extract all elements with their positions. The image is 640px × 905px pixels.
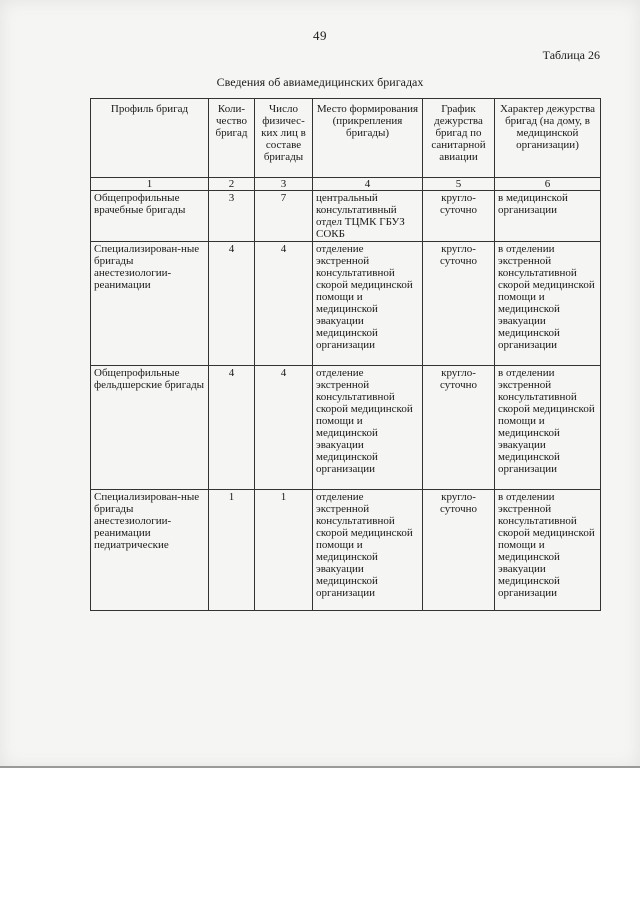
brigades-table [90,98,601,611]
header-persons: Число физичес-ких лиц в составе бригады [255,99,313,178]
header-profile: Профиль бригад [91,99,209,178]
table-row [91,366,601,490]
scan-edge [0,766,640,768]
cell-persons: 4 [255,242,313,366]
cell-persons: 4 [255,366,313,490]
column-number-row [91,178,601,191]
column-number: 2 [209,178,255,191]
cell-place: отделение экстренной консультативной скорой медицинской помощи и медицинской эвакуации медицинской организации [313,490,423,611]
cell-persons: 1 [255,490,313,611]
cell-place: центральный консультативный отдел ТЦМК ГБУЗ СОКБ [313,191,423,242]
page-number: 49 [313,28,327,43]
cell-profile: Специализирован-ные бригады анестезиологии-реанимации [91,242,209,366]
column-number: 5 [423,178,495,191]
header-schedule: График дежурства бригад по санитарной авиации [423,99,495,178]
column-number: 3 [255,178,313,191]
cell-character: в медицинской организации [495,191,601,242]
table-row [91,191,601,242]
header-row [91,99,601,178]
column-number: 6 [495,178,601,191]
cell-schedule: кругло-суточно [423,191,495,242]
cell-character: в отделении экстренной консультативной скорой медицинской помощи и медицинской эвакуации медицинской организации [495,366,601,490]
cell-schedule: кругло-суточно [423,242,495,366]
cell-persons: 7 [255,191,313,242]
cell-schedule: кругло-суточно [423,366,495,490]
cell-place: отделение экстренной консультативной скорой медицинской помощи и медицинской эвакуации медицинской организации [313,366,423,490]
cell-character: в отделении экстренной консультативной скорой медицинской помощи и медицинской эвакуации медицинской организации [495,242,601,366]
header-count: Коли-чество бригад [209,99,255,178]
cell-profile: Общепрофильные врачебные бригады [91,191,209,242]
table-title: Сведения об авиамедицинских бригадах [216,75,424,89]
cell-profile: Общепрофильные фельдшерские бригады [91,366,209,490]
cell-place: отделение экстренной консультативной скорой медицинской помощи и медицинской эвакуации медицинской организации [313,242,423,366]
column-number: 1 [91,178,209,191]
table-label: Таблица 26 [542,48,600,62]
header-character: Характер дежурства бригад (на дому, в медицинской организации) [495,99,601,178]
cell-profile: Специализирован-ные бригады анестезиологии-реанимации педиатрические [91,490,209,611]
cell-count: 4 [209,242,255,366]
cell-character: в отделении экстренной консультативной скорой медицинской помощи и медицинской эвакуации медицинской организации [495,490,601,611]
column-number: 4 [313,178,423,191]
cell-count: 1 [209,490,255,611]
header-place: Место формирования (прикрепления бригады) [313,99,423,178]
cell-schedule: кругло-суточно [423,490,495,611]
cell-count: 4 [209,366,255,490]
table-row [91,490,601,611]
cell-count: 3 [209,191,255,242]
table-row [91,242,601,366]
